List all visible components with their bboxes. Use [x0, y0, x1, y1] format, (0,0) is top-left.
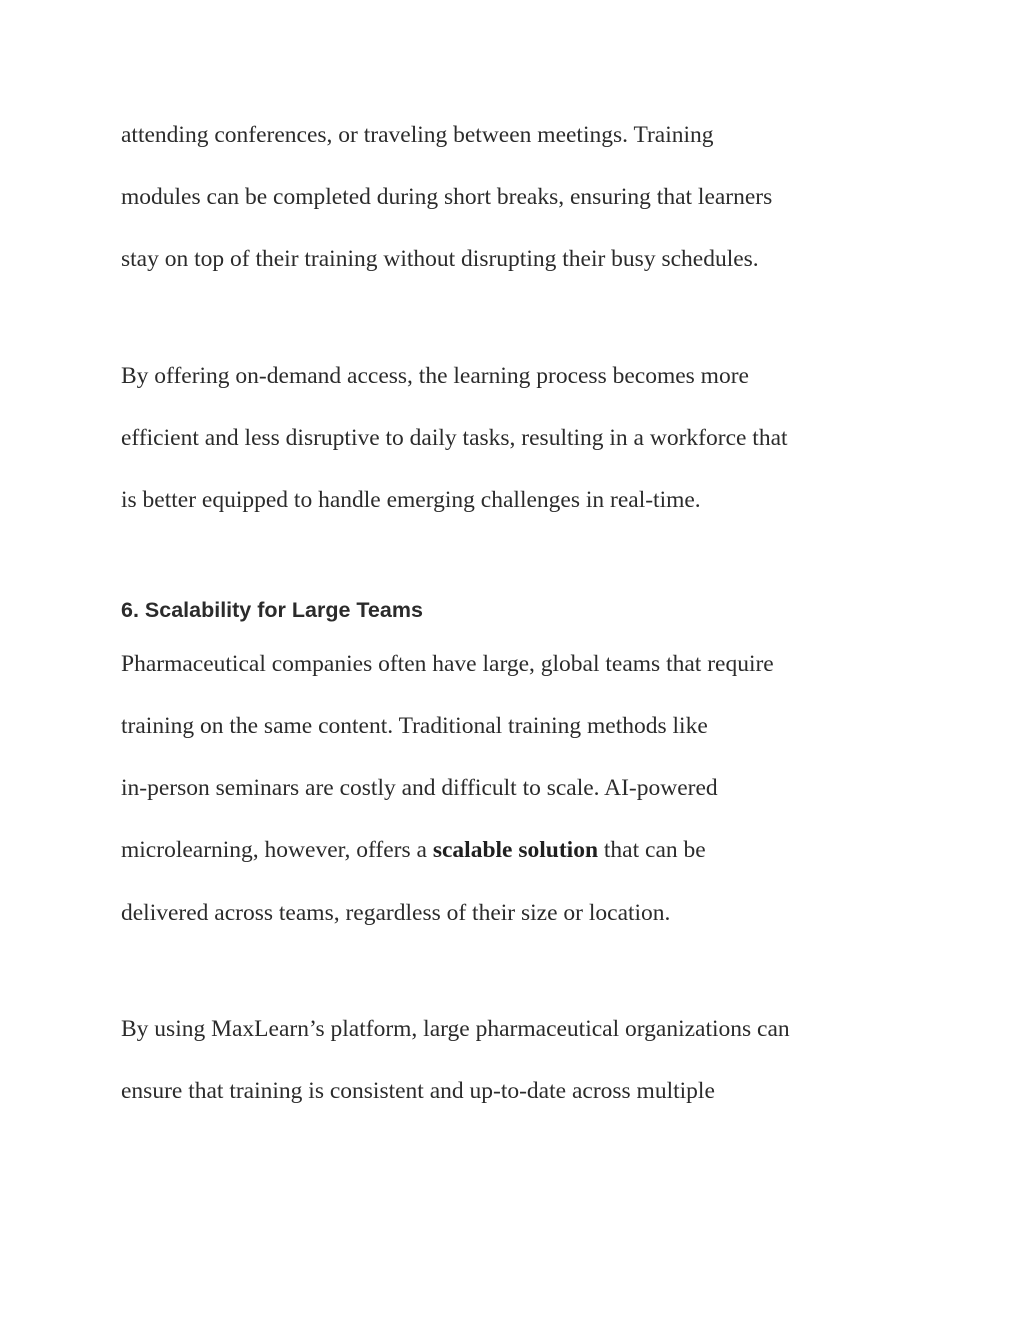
line-text: microlearning, however, offers a — [121, 837, 433, 863]
paragraph-line: delivered across teams, regardless of their size or location. — [121, 900, 671, 926]
bold-phrase: scalable solution — [432, 837, 599, 863]
line-text: that can be — [598, 837, 706, 863]
paragraph-line: modules can be completed during short breaks, ensuring that learners — [121, 184, 773, 210]
paragraph-line: By offering on-demand access, the learning process becomes more — [121, 363, 749, 389]
paragraph-line: in-person seminars are costly and difficult to scale. AI-powered — [121, 775, 718, 801]
paragraph-line: Pharmaceutical companies often have large, global teams that require — [121, 651, 774, 677]
paragraph-line: training on the same content. Traditional training methods like — [121, 713, 708, 739]
section-heading: 6. Scalability for Large Teams — [121, 598, 423, 622]
paragraph-line: efficient and less disruptive to daily tasks, resulting in a workforce that — [121, 425, 788, 451]
paragraph-line: stay on top of their training without disrupting their busy schedules. — [121, 246, 759, 272]
paragraph-line: attending conferences, or traveling between meetings. Training — [121, 122, 714, 148]
paragraph-line: By using MaxLearn’s platform, large pharmaceutical organizations can — [121, 1016, 790, 1042]
paragraph-line: ensure that training is consistent and up-to-date across multiple — [121, 1078, 715, 1104]
paragraph-line: is better equipped to handle emerging challenges in real-time. — [121, 487, 701, 513]
paragraph-line — [121, 835, 706, 865]
